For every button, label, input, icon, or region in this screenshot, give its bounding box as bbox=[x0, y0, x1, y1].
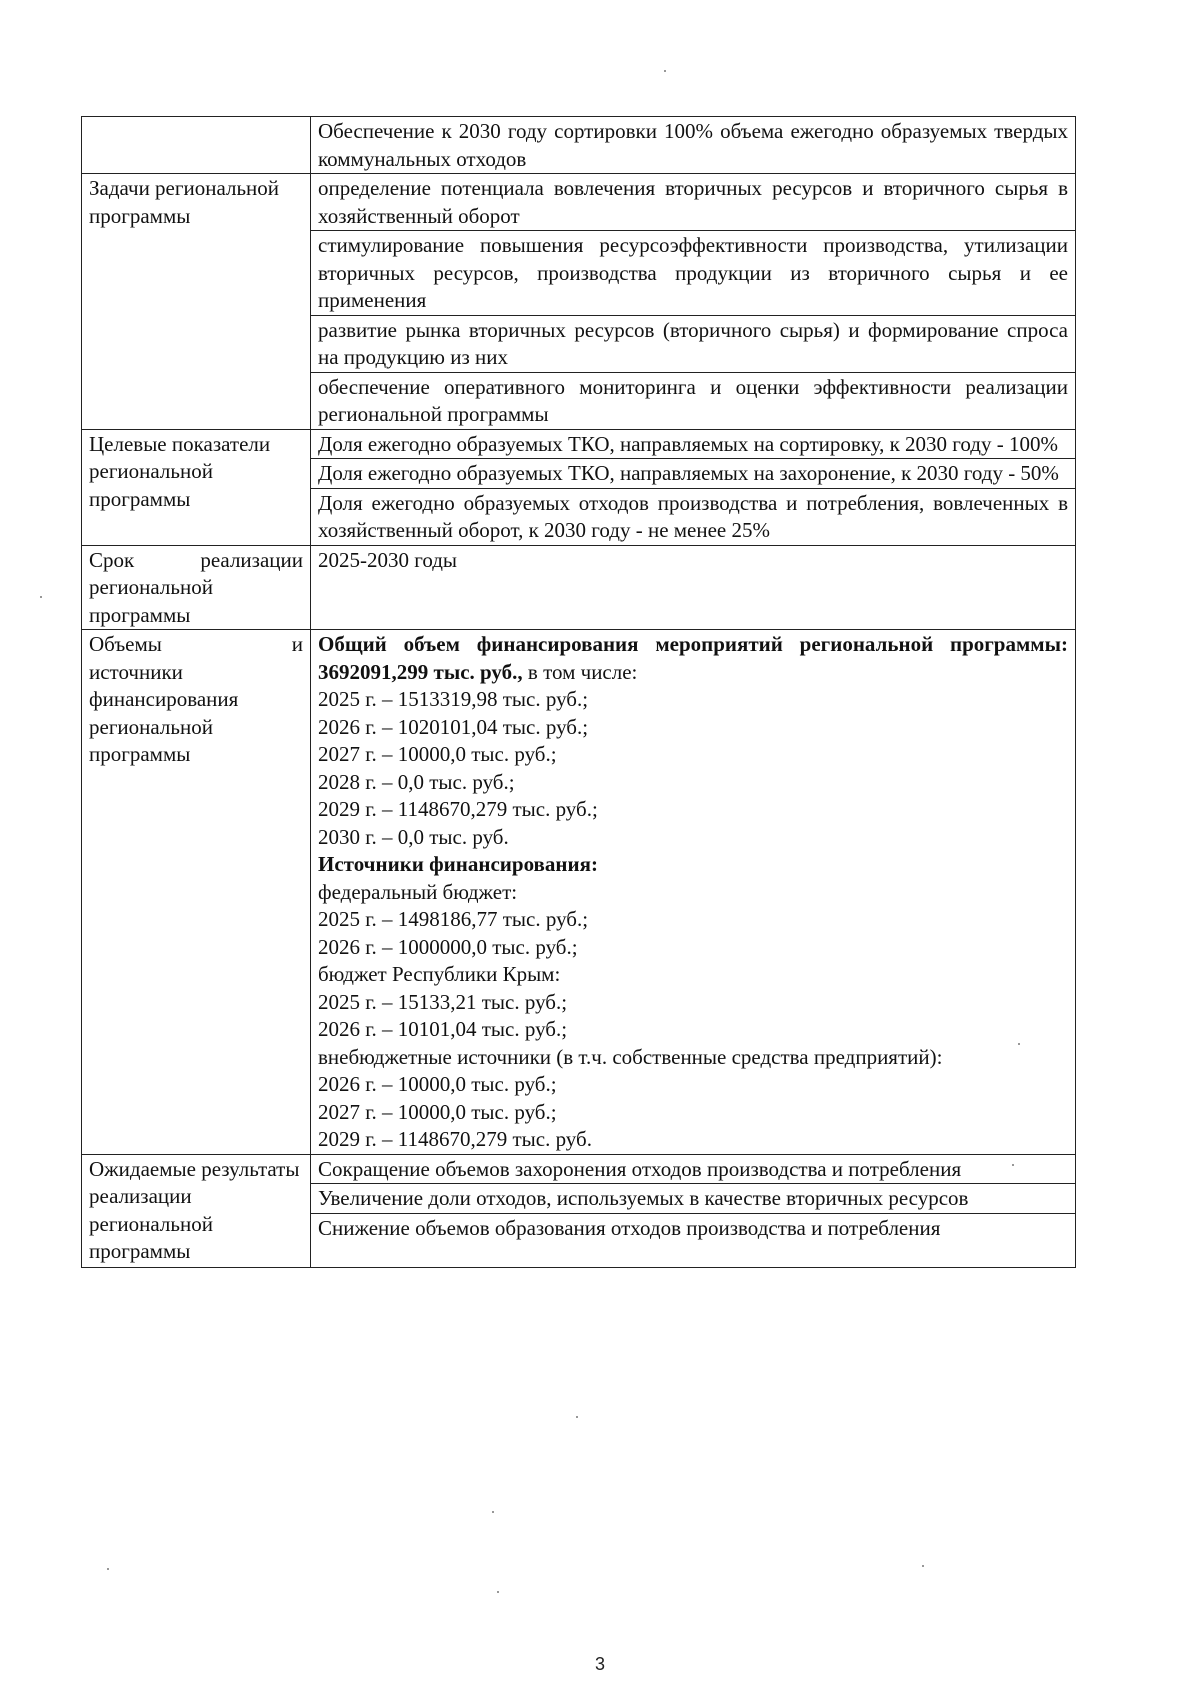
term-label bbox=[82, 545, 311, 630]
scan-speck bbox=[40, 596, 42, 598]
task-item: развитие рынка вторичных ресурсов (вторичного сырья) и формирование спроса на продукцию из них bbox=[311, 315, 1076, 372]
scan-speck bbox=[107, 1568, 109, 1570]
funding-year-line: 2030 г. – 0,0 тыс. руб. bbox=[318, 824, 509, 849]
scan-speck bbox=[576, 1416, 578, 1418]
funding-label bbox=[82, 630, 311, 1155]
funding-total-bold: Общий объем финансирования мероприятий региональной программы: 3692091,299 тыс. руб., bbox=[318, 632, 1068, 684]
funding-details bbox=[311, 630, 1076, 1155]
funding-year-line: 2029 г. – 1148670,279 тыс. руб.; bbox=[318, 797, 598, 821]
target-item: Доля ежегодно образуемых отходов производства и потребления, вовлеченных в хозяйственный оборот, к 2030 году - не менее 25% bbox=[311, 488, 1076, 545]
result-item: Сокращение объемов захоронения отходов производства и потребления bbox=[311, 1154, 1076, 1184]
task-item: стимулирование повышения ресурсоэффективности производства, утилизации вторичных ресурсов, производства продукции из вторичного сырья и ее применения bbox=[311, 231, 1076, 316]
task-item: определение потенциала вовлечения вторичных ресурсов и вторичного сырья в хозяйственный оборот bbox=[311, 174, 1076, 231]
target-item: Доля ежегодно образуемых ТКО, направляемых на захоронение, к 2030 году - 50% bbox=[311, 459, 1076, 489]
republic-budget-label: бюджет Республики Крым: bbox=[318, 962, 561, 986]
funding-sources-title: Источники финансирования: bbox=[318, 852, 598, 876]
federal-year-line: 2025 г. – 1498186,77 тыс. руб.; bbox=[318, 907, 589, 931]
table-row bbox=[82, 429, 1076, 459]
extra-year-line: 2027 г. – 10000,0 тыс. руб.; bbox=[318, 1099, 557, 1124]
result-item: Снижение объемов образования отходов производства и потребления bbox=[311, 1213, 1076, 1267]
funding-year-line: 2028 г. – 0,0 тыс. руб.; bbox=[318, 769, 515, 794]
program-passport-table bbox=[81, 116, 1076, 1268]
funding-total bbox=[318, 631, 1068, 686]
results-label: Ожидаемые результаты реализации региональной программы bbox=[82, 1154, 311, 1267]
table-row bbox=[82, 1154, 1076, 1184]
term-label-first-line bbox=[89, 547, 303, 575]
federal-budget-label: федеральный бюджет: bbox=[318, 879, 518, 904]
republic-year-line: 2026 г. – 10101,04 тыс. руб.; bbox=[318, 1017, 568, 1041]
funding-label-word: Объемы bbox=[89, 632, 162, 656]
scan-speck bbox=[497, 1591, 499, 1593]
funding-label-rest: источники финансирования региональной программы bbox=[89, 659, 239, 766]
term-label-word: реализации bbox=[200, 547, 303, 572]
funding-label-word: и bbox=[291, 632, 303, 656]
task-item: обеспечение оперативного мониторинга и оценки эффективности реализации региональной программы bbox=[311, 372, 1076, 429]
targets-label: Целевые показатели региональной программы bbox=[82, 429, 311, 545]
scan-speck bbox=[1018, 1043, 1020, 1045]
federal-year-line: 2026 г. – 1000000,0 тыс. руб.; bbox=[318, 934, 578, 959]
empty-label-cell bbox=[82, 117, 311, 174]
goal-text: Обеспечение к 2030 году сортировки 100% объема ежегодно образуемых твердых коммунальных отходов bbox=[311, 117, 1076, 174]
table-row bbox=[82, 174, 1076, 231]
funding-year-line: 2026 г. – 1020101,04 тыс. руб.; bbox=[318, 714, 589, 739]
term-value: 2025-2030 годы bbox=[311, 545, 1076, 630]
table-row bbox=[82, 630, 1076, 1155]
republic-year-line: 2025 г. – 15133,21 тыс. руб.; bbox=[318, 989, 568, 1014]
funding-label-first-line bbox=[89, 631, 303, 659]
extra-year-line: 2029 г. – 1148670,279 тыс. руб. bbox=[318, 1127, 592, 1151]
table-row bbox=[82, 545, 1076, 630]
extra-budget-label: внебюджетные источники (в т.ч. собственные средства предприятий): bbox=[318, 1044, 943, 1069]
scan-speck bbox=[922, 1565, 924, 1567]
funding-year-line: 2027 г. – 10000,0 тыс. руб.; bbox=[318, 742, 557, 766]
table-row bbox=[82, 117, 1076, 174]
term-label-word: Срок bbox=[89, 547, 135, 572]
tasks-label: Задачи региональной программы bbox=[82, 174, 311, 430]
funding-total-tail: в том числе: bbox=[522, 659, 638, 684]
scan-speck bbox=[1012, 1164, 1014, 1166]
scan-speck bbox=[664, 70, 666, 72]
funding-year-line: 2025 г. – 1513319,98 тыс. руб.; bbox=[318, 687, 589, 711]
target-item: Доля ежегодно образуемых ТКО, направляемых на сортировку, к 2030 году - 100% bbox=[311, 429, 1076, 459]
page-number: 3 bbox=[594, 1654, 605, 1674]
result-item: Увеличение доли отходов, используемых в качестве вторичных ресурсов bbox=[311, 1184, 1076, 1214]
scan-speck bbox=[492, 1511, 494, 1513]
extra-year-line: 2026 г. – 10000,0 тыс. руб.; bbox=[318, 1072, 557, 1096]
term-label-rest: региональной программы bbox=[89, 575, 213, 627]
